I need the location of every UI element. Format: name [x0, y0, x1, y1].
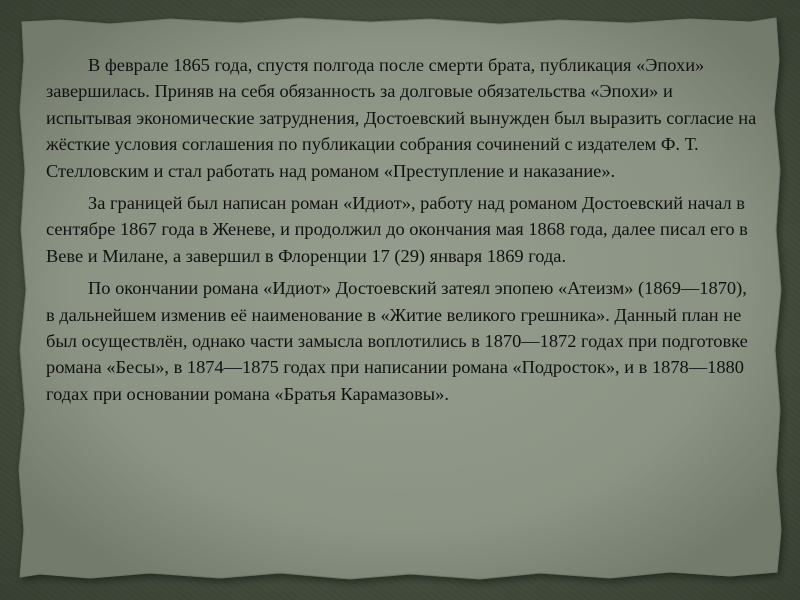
text-content	[46, 52, 758, 413]
paragraph-3: По окончании романа «Идиот» Достоевский затеял эпопею «Атеизм» (1869—1870), в дальнейшем изменив её наименование в «Житие великого грешника». Данный план не был осуществлён, однако части замысла воплотились в 1870—1872 годах при подготовке романа «Бесы», в 1874—1875 годах при написании романа «Подросток», и в 1878—1880 годах при основании романа «Братья Карамазовы».	[46, 278, 748, 404]
paragraph-1: В феврале 1865 года, спустя полгода после смерти брата, публикация «Эпохи» завершилась. Приняв на себя обязанность за долговые обязательства «Эпохи» и испытывая экономические затруднения, Достоевский вынужден был выразить согласие на жёсткие условия соглашения по публикации собрания сочинений с издателем Ф. Т. Стелловским и стал работать над романом «Преступление и наказание».	[46, 55, 757, 181]
paragraph-2: За границей был написан роман «Идиот», работу над романом Достоевский начал в сентябре 1867 года в Женеве, и продолжил до окончания мая 1868 года, далее писал его в Веве и Милане, а завершил в Флоренции 17 (29) января 1869 года.	[46, 193, 748, 266]
